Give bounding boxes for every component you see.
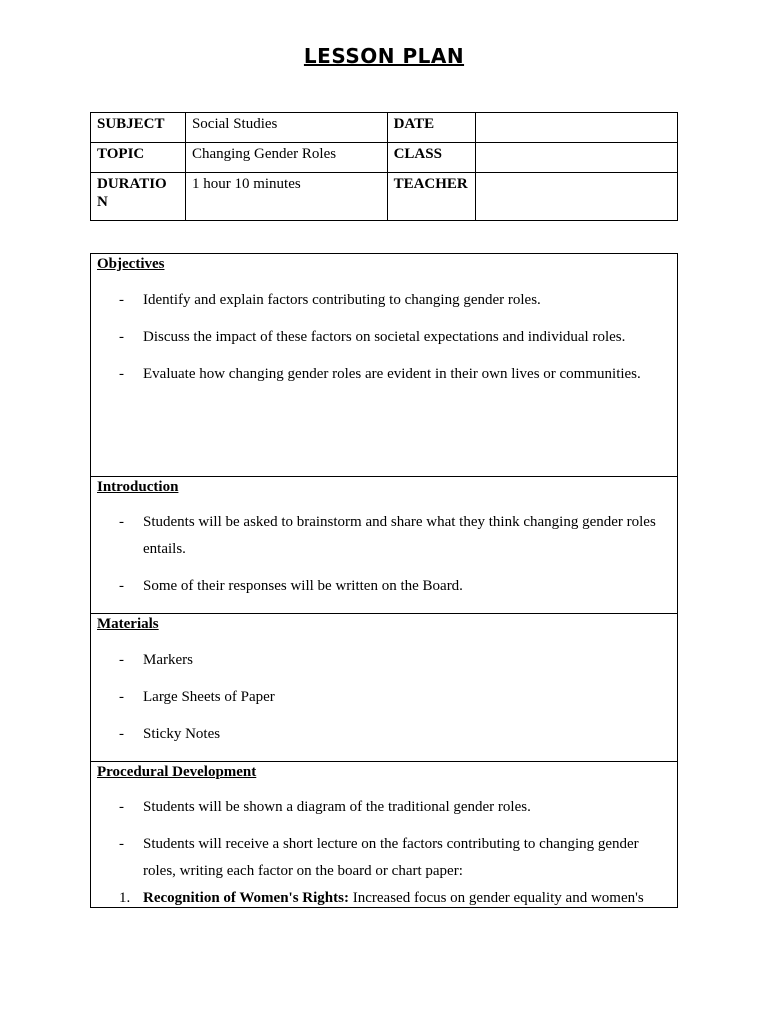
factor-number: 1. xyxy=(119,890,131,906)
class-value xyxy=(475,143,677,173)
materials-heading: Materials xyxy=(97,616,159,632)
duration-label: DURATIO N xyxy=(91,173,186,221)
objective-text: Discuss the impact of these factors on societal expectations and individual roles. xyxy=(143,329,626,345)
material-item xyxy=(91,684,677,711)
lesson-info-table xyxy=(90,112,678,221)
factor-text: Increased focus on gender equality and women's xyxy=(348,890,644,906)
material-item xyxy=(91,647,677,674)
teacher-label: TEACHER xyxy=(387,173,475,221)
material-text: Markers xyxy=(143,652,193,668)
subject-value: Social Studies xyxy=(185,113,387,143)
info-row-subject xyxy=(91,113,678,143)
dash-marker: - xyxy=(119,836,124,852)
objective-text: Evaluate how changing gender roles are evident in their own lives or communities. xyxy=(143,366,641,382)
introduction-text: Students will be asked to brainstorm and share what they think changing gender roles entails. xyxy=(143,514,656,557)
introduction-heading: Introduction xyxy=(97,479,179,495)
introduction-section xyxy=(91,476,677,613)
introduction-text: Some of their responses will be written on the Board. xyxy=(143,578,463,594)
info-row-topic xyxy=(91,143,678,173)
procedural-item xyxy=(91,794,677,821)
procedural-section xyxy=(91,761,677,907)
introduction-item xyxy=(91,509,677,563)
material-item xyxy=(91,721,677,748)
dash-marker: - xyxy=(119,652,124,668)
procedural-text: Students will receive a short lecture on the factors contributing to changing gender roles, writing each factor on the board or chart paper: xyxy=(143,836,639,879)
lesson-plan-body xyxy=(90,253,678,908)
procedural-item xyxy=(91,831,677,885)
info-row-duration xyxy=(91,173,678,221)
dash-marker: - xyxy=(119,689,124,705)
date-label: DATE xyxy=(387,113,475,143)
dash-marker: - xyxy=(119,799,124,815)
topic-value: Changing Gender Roles xyxy=(185,143,387,173)
procedural-heading: Procedural Development xyxy=(97,764,257,780)
dash-marker: - xyxy=(119,329,124,345)
dash-marker: - xyxy=(119,366,124,382)
objective-item xyxy=(91,361,677,388)
factor-title: Recognition of Women's Rights: xyxy=(143,890,349,906)
dash-marker: - xyxy=(119,292,124,308)
dash-marker: - xyxy=(119,726,124,742)
material-text: Sticky Notes xyxy=(143,726,221,742)
objective-text: Identify and explain factors contributing to changing gender roles. xyxy=(143,292,541,308)
subject-label: SUBJECT xyxy=(91,113,186,143)
teacher-value xyxy=(475,173,677,221)
introduction-item xyxy=(91,573,677,600)
dash-marker: - xyxy=(119,578,124,594)
topic-label: TOPIC xyxy=(91,143,186,173)
objectives-heading: Objectives xyxy=(97,256,165,272)
class-label: CLASS xyxy=(387,143,475,173)
numbered-factor-item xyxy=(91,888,677,907)
procedural-text: Students will be shown a diagram of the traditional gender roles. xyxy=(143,799,531,815)
material-text: Large Sheets of Paper xyxy=(143,689,275,705)
duration-value: 1 hour 10 minutes xyxy=(185,173,387,221)
objective-item xyxy=(91,324,677,351)
dash-marker: - xyxy=(119,514,124,530)
materials-section xyxy=(91,613,677,761)
date-value xyxy=(475,113,677,143)
page-title: LESSON PLAN xyxy=(303,44,465,68)
objective-item xyxy=(91,287,677,314)
objectives-section xyxy=(91,254,677,476)
